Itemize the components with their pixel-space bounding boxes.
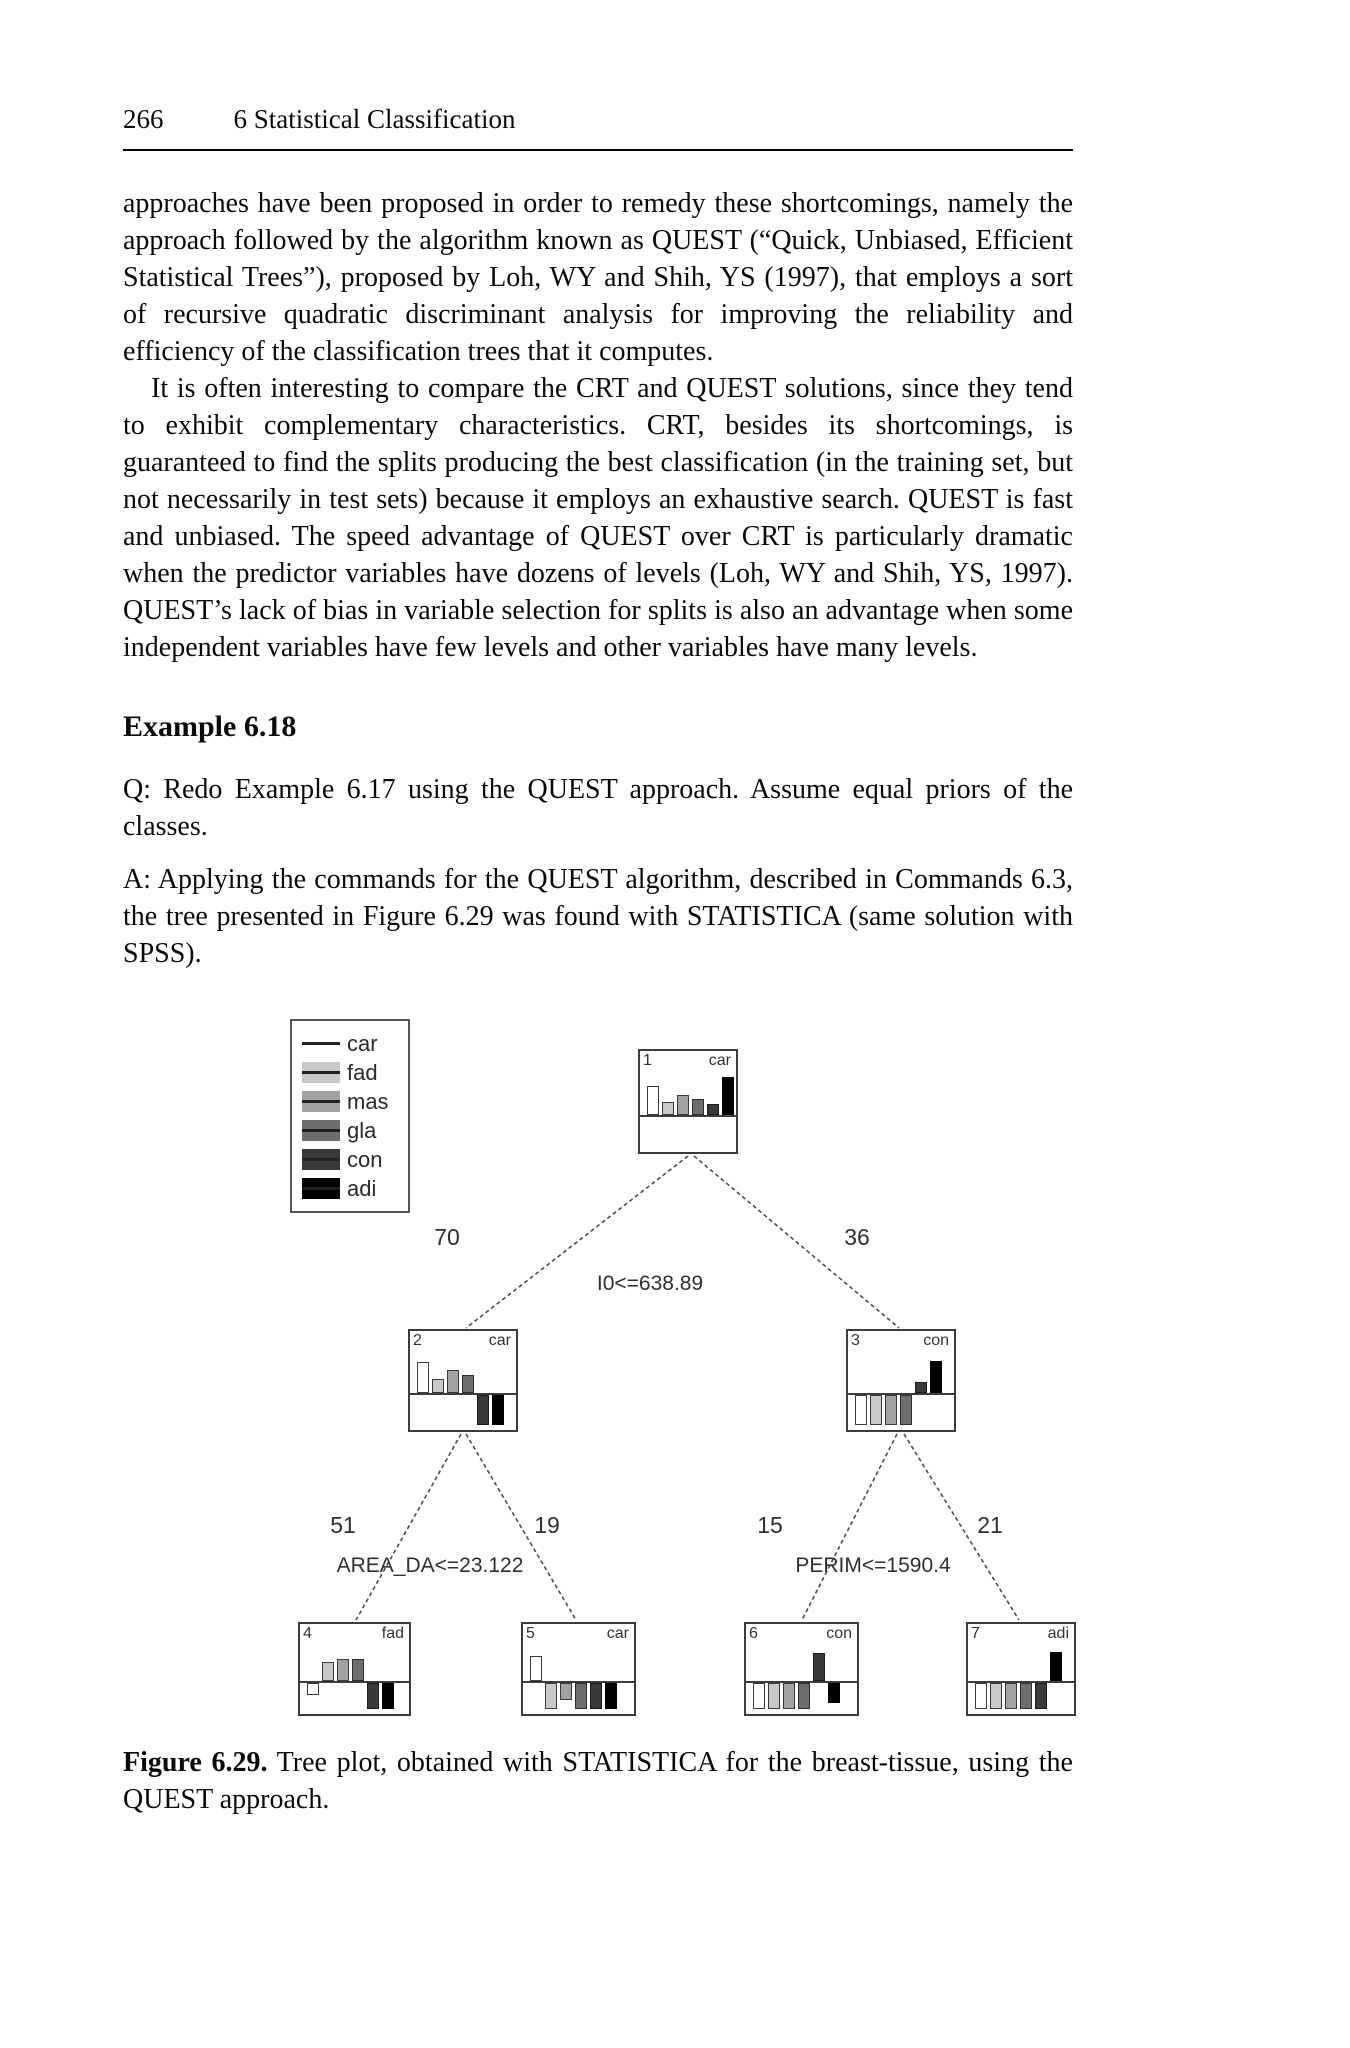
bar-car (753, 1683, 765, 1709)
legend-swatch-line (302, 1187, 340, 1190)
bar-fad (662, 1102, 674, 1115)
node-class-label: car (708, 1052, 731, 1069)
legend-label: gla (347, 1117, 377, 1143)
tree-node-5 (521, 1622, 636, 1716)
legend-item-car (302, 1029, 408, 1058)
tree-node-6 (744, 1622, 859, 1716)
bar-mas (337, 1659, 349, 1681)
bar-fad (545, 1683, 557, 1709)
bar-adi (492, 1395, 504, 1425)
bar-adi (1050, 1652, 1062, 1681)
bar-fad (432, 1379, 444, 1393)
bar-gla (692, 1099, 704, 1115)
paragraph-1: approaches have been proposed in order to remedy these shortcomings, namely the approach followed by the algorithm known as QUEST (“Quick, Unbiased, Efficient Statistical Trees”), proposed by Loh, WY and Shih, YS (1997), that employs a sort of recursive quadratic discriminant analysis for improving the reliability and efficiency of the classification trees that it computes. (123, 188, 1073, 367)
node-id: 1 (643, 1052, 652, 1069)
bar-con (1035, 1683, 1047, 1709)
legend-label: fad (347, 1059, 378, 1085)
node-class-label: con (826, 1625, 852, 1642)
bar-con (813, 1653, 825, 1681)
legend-swatch-line (302, 1129, 340, 1132)
branch-count-right-1: 36 (844, 1224, 870, 1250)
node-id: 2 (413, 1332, 422, 1349)
split-label-area-da: AREA_DA<=23.122 (336, 1554, 524, 1577)
tree-node-3 (846, 1329, 956, 1432)
node-id: 7 (971, 1625, 980, 1642)
bar-fad (322, 1662, 334, 1681)
bar-adi (382, 1683, 394, 1709)
legend-swatch-line (302, 1100, 340, 1103)
bar-gla (900, 1395, 912, 1425)
bar-con (367, 1683, 379, 1709)
bar-gla (1020, 1683, 1032, 1709)
bar-adi (605, 1683, 617, 1709)
page-number: 266 (123, 104, 164, 134)
legend-item-adi (302, 1174, 408, 1203)
node-class-label: car (488, 1332, 511, 1349)
legend-label: car (347, 1030, 378, 1056)
branch-count-left-1: 70 (434, 1224, 460, 1250)
legend-swatch-line (302, 1158, 340, 1161)
question-paragraph: Q: Redo Example 6.17 using the QUEST approach. Assume equal priors of the classes. (123, 774, 1073, 842)
legend-item-mas (302, 1087, 408, 1116)
bar-gla (575, 1683, 587, 1709)
legend-label: con (347, 1146, 383, 1172)
branch-count-right-2: 19 (534, 1512, 560, 1538)
bar-fad (990, 1683, 1002, 1709)
node-class-label: fad (381, 1625, 404, 1642)
figure-caption-label: Figure 6.29. (123, 1747, 268, 1778)
tree-node-2 (408, 1329, 518, 1432)
legend-swatch-line (302, 1042, 340, 1045)
tree-node-4 (298, 1622, 411, 1716)
tree-plot-figure (285, 1014, 1095, 1734)
example-heading: Example 6.18 (123, 710, 297, 743)
figure-caption (123, 1744, 1073, 1818)
legend-swatch-fad (302, 1062, 340, 1083)
tree-edge (802, 1434, 897, 1620)
node-class-label: adi (1047, 1625, 1069, 1642)
page-header (123, 104, 1073, 135)
split-label-perim: PERIM<=1590.4 (795, 1554, 951, 1577)
legend-swatch-gla (302, 1120, 340, 1141)
bar-mas (783, 1683, 795, 1709)
bar-mas (560, 1683, 572, 1700)
legend-swatch-mas (302, 1091, 340, 1112)
node-id: 3 (851, 1332, 860, 1349)
tree-edge (356, 1434, 461, 1620)
bar-adi (930, 1361, 942, 1393)
tree-node-1 (638, 1049, 738, 1154)
bar-fad (870, 1395, 882, 1425)
branch-count-right-3: 21 (977, 1512, 1003, 1538)
tree-edge (466, 1156, 688, 1328)
node-class-label: con (923, 1332, 949, 1349)
legend-item-fad (302, 1058, 408, 1087)
bar-adi (828, 1683, 840, 1703)
legend-swatch-adi (302, 1178, 340, 1199)
bar-gla (798, 1683, 810, 1709)
bar-mas (447, 1370, 459, 1393)
bar-con (915, 1382, 927, 1393)
node-id: 4 (303, 1625, 312, 1642)
tree-node-7 (966, 1622, 1076, 1716)
bar-gla (352, 1659, 364, 1681)
bar-gla (462, 1375, 474, 1393)
bar-fad (768, 1683, 780, 1709)
legend-swatch-car (302, 1033, 340, 1054)
bar-adi (722, 1077, 734, 1115)
figure-legend (290, 1019, 410, 1213)
bar-con (707, 1104, 719, 1115)
legend-item-con (302, 1145, 408, 1174)
legend-label: mas (347, 1088, 389, 1114)
page-content (123, 104, 1073, 1818)
branch-count-left-3: 15 (757, 1512, 783, 1538)
bar-car (530, 1656, 542, 1681)
node-class-label: car (606, 1625, 629, 1642)
answer-paragraph: A: Applying the commands for the QUEST algorithm, described in Commands 6.3, the tree presented in Figure 6.29 was found with STATISTICA (same solution with SPSS). (123, 864, 1073, 969)
bar-car (647, 1086, 659, 1115)
running-title: 6 Statistical Classification (233, 104, 516, 134)
legend-item-gla (302, 1116, 408, 1145)
node-id: 6 (749, 1625, 758, 1642)
bar-mas (1005, 1683, 1017, 1709)
legend-swatch-con (302, 1149, 340, 1170)
paragraph-2 (123, 370, 1073, 666)
figure-caption-text: Tree plot, obtained with STATISTICA for the breast-tissue, using the QUEST approach. (123, 1747, 1073, 1815)
bar-car (417, 1362, 429, 1393)
bar-car (855, 1395, 867, 1425)
split-label-i0: I0<=638.89 (596, 1272, 704, 1295)
bar-mas (885, 1395, 897, 1425)
bar-con (590, 1683, 602, 1709)
legend-label: adi (347, 1175, 377, 1201)
paragraph-2-text: It is often interesting to compare the CRT and QUEST solutions, since they tend to exhibit complementary characteristics. CRT, besides its shortcomings, is guaranteed to find the splits producing the best classification (in the training set, but not necessarily in test sets) because it employs an exhaustive search. QUEST is fast and unbiased. The speed advantage of QUEST over CRT is particularly dramatic when the predictor variables have dozens of levels (Loh, WY and Shih, YS, 1997). QUEST’s lack of bias in variable selection for splits is also an advantage when some independent variables have few levels and other variables have many levels. (123, 373, 1073, 663)
bar-mas (677, 1095, 689, 1115)
legend-swatch-line (302, 1071, 340, 1074)
header-rule (123, 149, 1073, 151)
bar-con (477, 1395, 489, 1425)
bar-car (975, 1683, 987, 1709)
branch-count-left-2: 51 (330, 1512, 356, 1538)
bar-car (307, 1683, 319, 1695)
node-id: 5 (526, 1625, 535, 1642)
